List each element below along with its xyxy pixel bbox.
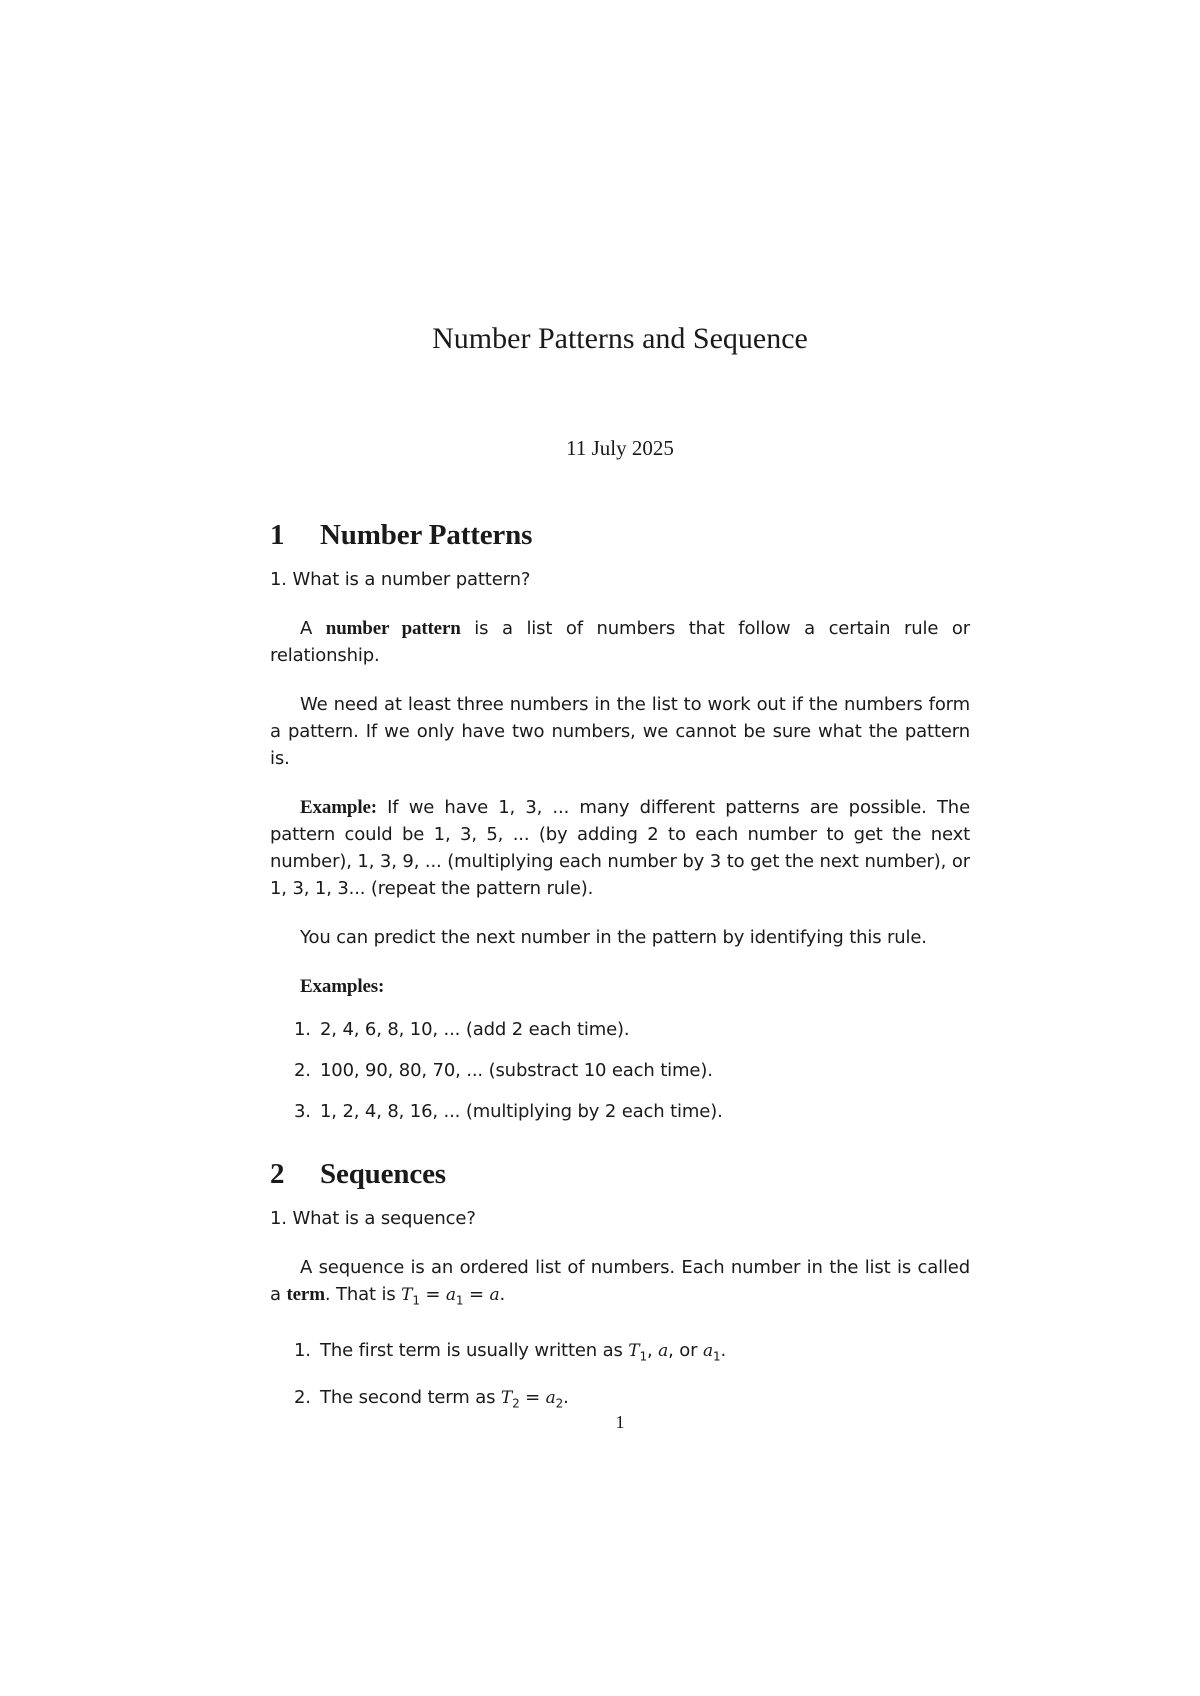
definition-number-pattern xyxy=(270,615,970,669)
definition-prefix: A xyxy=(300,618,326,639)
definition-suffix: . That is xyxy=(324,1284,402,1305)
sequence-terms-list xyxy=(270,1337,970,1418)
definition-sequence xyxy=(270,1254,970,1315)
paragraph-example xyxy=(270,794,970,902)
list-item-number: 2. xyxy=(294,1387,311,1409)
list-item-number: 1. xyxy=(294,1339,311,1361)
section-number: 2 xyxy=(270,1158,285,1190)
page-number: 1 xyxy=(615,1412,625,1432)
example-label: Example: xyxy=(300,797,377,818)
math-a: a xyxy=(545,1388,556,1409)
section-heading-sequences xyxy=(270,1157,970,1191)
math-subscript: 1 xyxy=(412,1293,420,1308)
text: , or xyxy=(668,1339,703,1361)
definition-text: is a list of numbers that follow a certain rule or relationship. xyxy=(270,618,970,666)
list-item-text xyxy=(320,1337,726,1371)
list-item xyxy=(294,1057,970,1084)
section-title: Sequences xyxy=(320,1158,446,1190)
definition-end: . xyxy=(499,1284,506,1305)
list-item-text: 100, 90, 80, 70, ... (substract 10 each time). xyxy=(320,1060,713,1081)
list-item-number: 1. xyxy=(294,1019,311,1040)
section-heading-number-patterns xyxy=(270,518,970,552)
example-text: If we have 1, 3, ... many different patterns are possible. The pattern could be 1, 3, 5, ... (by adding 2 to each number to get the next number), 1, 3, 9, ... (multiplying each number by 3 to get the next number), or 1, 3, 1, 3... (repeat the pattern rule). xyxy=(270,797,970,899)
document-body xyxy=(270,518,970,1432)
math-a: a xyxy=(445,1285,456,1305)
paragraph-predict: You can predict the next number in the pattern by identifying this rule. xyxy=(300,927,927,948)
math-equals: = xyxy=(419,1284,446,1305)
list-item xyxy=(294,1337,970,1371)
text: , xyxy=(647,1339,659,1361)
text: . xyxy=(720,1339,727,1361)
question-sequence: 1. What is a sequence? xyxy=(270,1208,476,1229)
text: . xyxy=(563,1387,569,1409)
definition-text: A sequence is an ordered list of numbers. Each number in the list is called a xyxy=(270,1257,970,1305)
math-subscript: 2 xyxy=(555,1396,564,1411)
math-a: a xyxy=(658,1340,669,1361)
text: = xyxy=(519,1387,546,1409)
math-a: a xyxy=(703,1340,713,1361)
list-item-text: 1, 2, 4, 8, 16, ... (multiplying by 2 each time). xyxy=(320,1101,723,1122)
math-subscript: 1 xyxy=(713,1349,721,1364)
section-number: 1 xyxy=(270,519,285,551)
list-item xyxy=(294,1098,970,1125)
section-title: Number Patterns xyxy=(320,519,533,551)
list-item-number: 3. xyxy=(294,1101,311,1122)
math-subscript: 2 xyxy=(512,1396,520,1411)
text: The second term as xyxy=(320,1387,501,1409)
list-item-number: 2. xyxy=(294,1060,311,1081)
list-item xyxy=(294,1016,970,1043)
math-subscript: 1 xyxy=(639,1349,647,1364)
examples-label: Examples: xyxy=(300,976,385,997)
examples-list xyxy=(270,1016,970,1125)
document-title: Number Patterns and Sequence xyxy=(432,322,808,355)
math-T: T xyxy=(500,1388,513,1409)
term-term: term xyxy=(286,1284,325,1305)
examples-heading xyxy=(300,973,970,1000)
term-number-pattern: number pattern xyxy=(325,618,461,639)
math-equals: = xyxy=(463,1284,490,1305)
math-a: a xyxy=(489,1285,500,1305)
document-date: 11 July 2025 xyxy=(566,436,674,460)
math-T: T xyxy=(401,1285,413,1305)
math-T: T xyxy=(628,1340,640,1361)
text: The first term is usually written as xyxy=(320,1339,629,1361)
paragraph-three-numbers: We need at least three numbers in the list to work out if the numbers form a pattern. If we only have two numbers, we cannot be sure what the pattern is. xyxy=(270,694,970,769)
math-subscript: 1 xyxy=(455,1293,464,1308)
question-number-pattern: 1. What is a number pattern? xyxy=(270,569,531,590)
list-item-text: 2, 4, 6, 8, 10, ... (add 2 each time). xyxy=(320,1019,630,1040)
